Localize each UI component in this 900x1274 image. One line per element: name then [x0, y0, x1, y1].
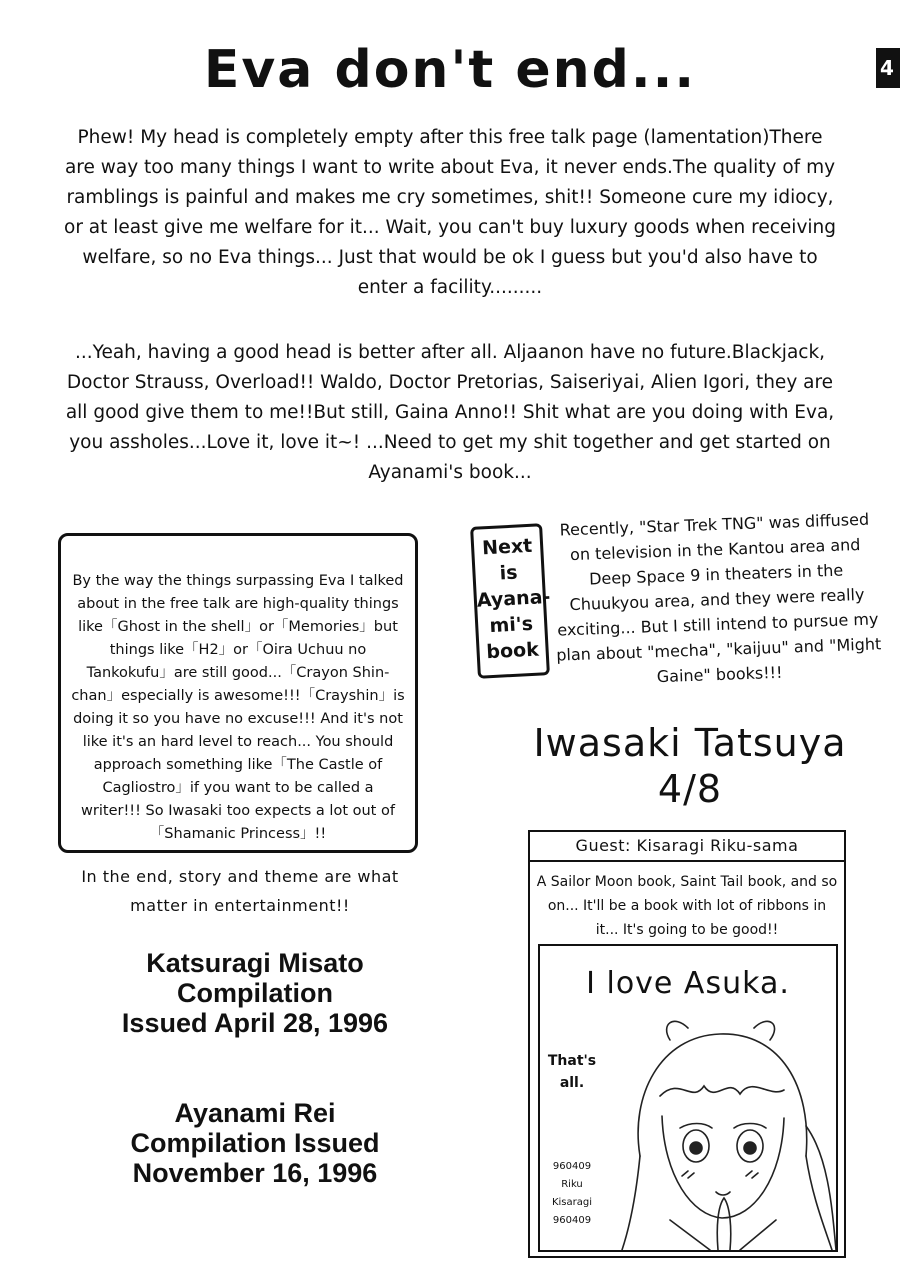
- publication-ayanami: [60, 1098, 450, 1188]
- artist-signature: [544, 1158, 600, 1230]
- guest-header: Guest: Kisaragi Riku-sama: [530, 832, 844, 862]
- second-paragraph: ...Yeah, having a good head is better after all. Aljaanon have no future.Blackjack, Doctor Strauss, Overload!! Waldo, Doctor Pretorias, Saiseriyai, Alien Igori, they are all good give them to me!!But still, Gaina Anno!! Shit what are you doing with Eva, you assholes...Love it, love it~! ...Need to get my shit together and get started on Ayanami's book...: [65, 342, 835, 483]
- conclusion-text: In the end, story and theme are what matter in entertainment!!: [81, 867, 399, 915]
- publication-subtitle: Compilation Issued: [130, 1128, 380, 1158]
- publication-misato: [60, 948, 450, 1038]
- author-signature: [520, 720, 860, 812]
- signature-line: 960409: [552, 1215, 592, 1226]
- page-title: Eva don't end...: [203, 40, 697, 100]
- badge-line: mi's: [488, 612, 534, 638]
- next-book-badge: [470, 523, 550, 679]
- guest-text: A Sailor Moon book, Saint Tail book, and so on... It'll be a book with lot of ribbons in it... It's going to be good!!: [536, 874, 838, 938]
- news-text: Recently, "Star Trek TNG" was diffused on television in the Kantou area and Deep Space 9 in theaters in the Chuukyou area, and they were really exciting... But I still intend to pursue my plan about "mecha", "kaijuu" and "Might Gaine" books!!!: [555, 509, 882, 687]
- guest-panel: [528, 830, 846, 1258]
- badge-line: Next: [481, 534, 533, 560]
- publication-date: Issued April 28, 1996: [121, 1008, 389, 1038]
- publication-title: Katsuragi Misato: [146, 948, 364, 978]
- art-note: That's all.: [547, 1053, 597, 1091]
- free-talk-box: [58, 533, 418, 853]
- girl-illustration: [600, 1006, 836, 1250]
- signature-line: Kisaragi: [551, 1197, 593, 1208]
- author-name: Iwasaki Tatsuya: [533, 721, 847, 765]
- badge-line: book: [485, 638, 540, 664]
- publication-date: November 16, 1996: [132, 1158, 378, 1188]
- guest-artwork: [538, 944, 838, 1252]
- art-caption: I love Asuka.: [586, 966, 790, 1001]
- author-date: 4/8: [657, 767, 723, 811]
- badge-line: is: [499, 561, 519, 585]
- page-number: 4: [876, 48, 900, 88]
- badge-line: Ayana-: [476, 585, 551, 612]
- signature-line: 960409: [552, 1161, 592, 1172]
- publication-subtitle: Compilation: [177, 978, 333, 1008]
- signature-line: Riku: [561, 1179, 583, 1190]
- publication-title: Ayanami Rei: [174, 1098, 336, 1128]
- intro-paragraph: Phew! My head is completely empty after this free talk page (lamentation)There are way too many things I want to write about Eva, it never ends.The quality of my ramblings is painful and makes me cry sometimes, shit!! Someone cure my idiocy, or at least give me welfare for it... Wait, you can't buy luxury goods when receiving welfare, so no Eva things... Just that would be ok I guess but you'd also have to enter a facility.........: [64, 127, 836, 298]
- free-talk-text: By the way the things surpassing Eva I talked about in the free talk are high-quality things like「Ghost in the shell」or「Memories」but things like「H2」or「Oira Uchuu no Tankokufu」are still good...「Crayon Shin-chan」especially is awesome!!!「Crayshin」is doing it so you have no excuse!!! And it's not like it's an hard level to reach... You should approach something like「The Castle of Cagliostro」if you want to be called a writer!!! So Iwasaki too expects a lot out of「Shamanic Princess」!!: [71, 573, 405, 842]
